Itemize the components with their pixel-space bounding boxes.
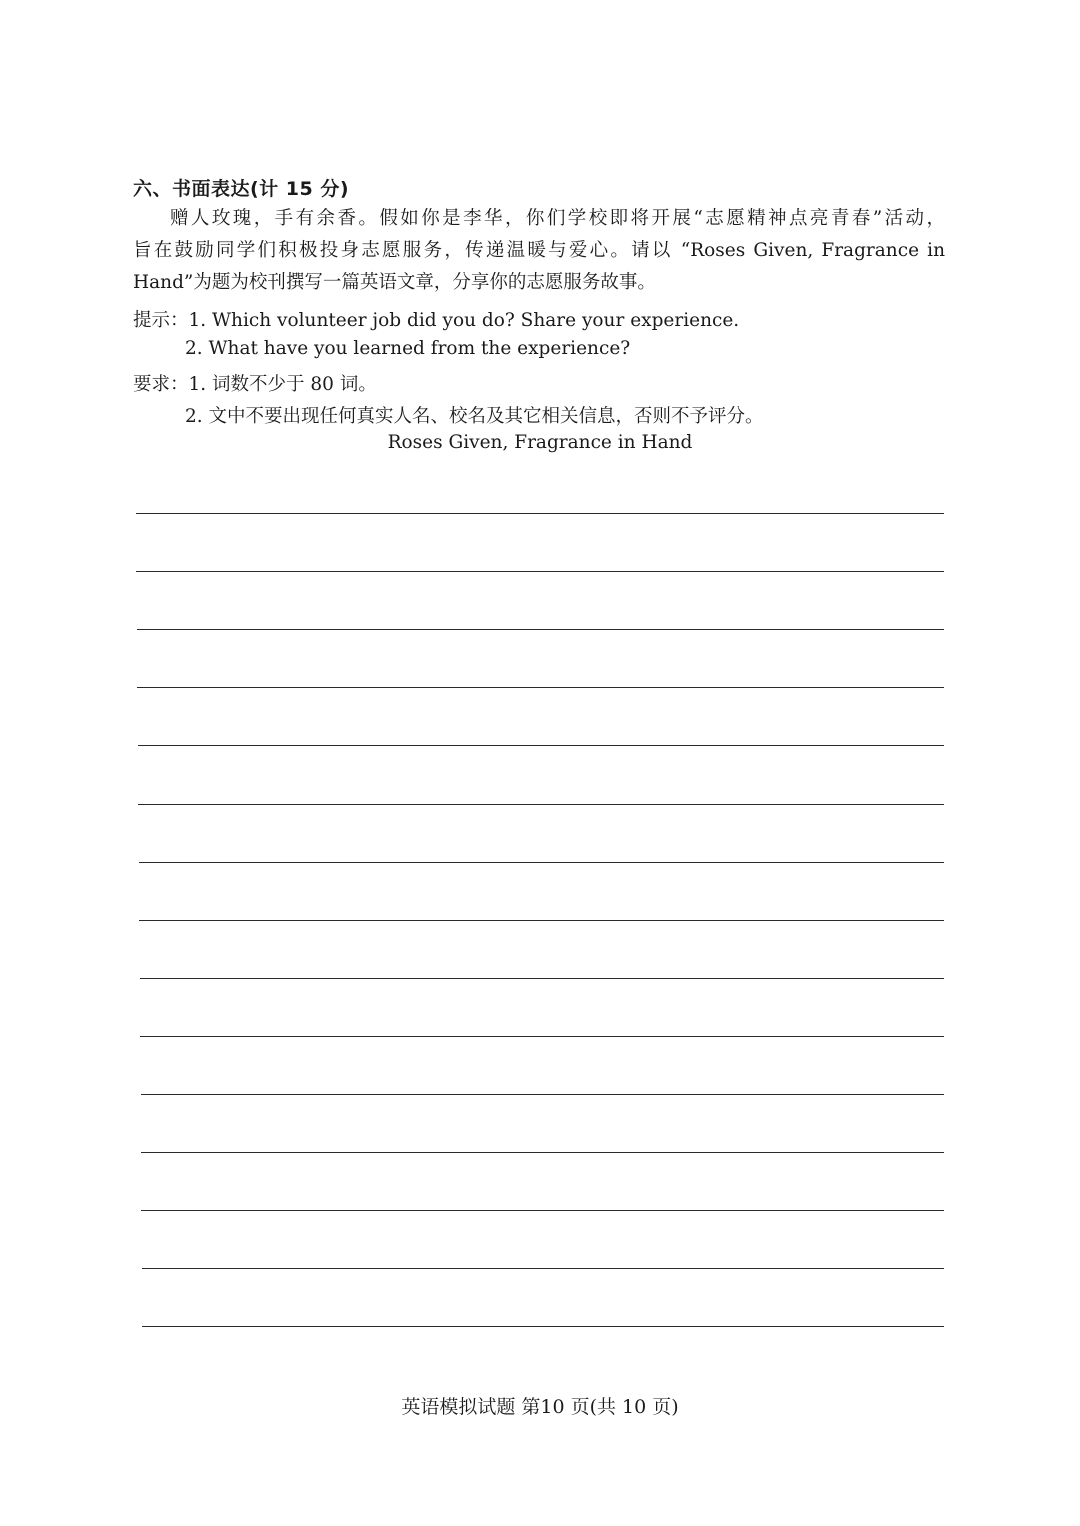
essay-title: Roses Given, Fragrance in Hand <box>387 432 693 453</box>
writing-line[interactable] <box>138 804 944 805</box>
answer-writing-area[interactable] <box>136 0 946 1526</box>
writing-line[interactable] <box>137 687 944 688</box>
writing-line[interactable] <box>141 1094 944 1095</box>
writing-line[interactable] <box>142 1268 944 1269</box>
writing-line[interactable] <box>140 1036 944 1037</box>
writing-line[interactable] <box>136 513 944 514</box>
writing-line[interactable] <box>136 571 944 572</box>
writing-line[interactable] <box>138 745 944 746</box>
section-title: 六、书面表达(计 15 分) <box>133 178 350 200</box>
prompt-line-3: Hand”为题为校刊撰写一篇英语文章，分享你的志愿服务故事。 <box>133 272 656 293</box>
writing-line[interactable] <box>141 1210 944 1211</box>
prompt-line-1: 赠人玫瑰，手有余香。假如你是李华，你们学校即将开展“志愿精神点亮青春”活动， <box>170 208 945 229</box>
writing-line[interactable] <box>139 862 944 863</box>
prompt-line-2: 旨在鼓励同学们积极投身志愿服务，传递温暖与爱心。请以 “Roses Given, Fragrance in <box>133 240 945 261</box>
hint-item-2: 2. What have you learned from the experience? <box>185 338 631 359</box>
writing-line[interactable] <box>140 978 944 979</box>
writing-line[interactable] <box>142 1326 944 1327</box>
hint-item-1: 提示：1. Which volunteer job did you do? Share your experience. <box>133 310 740 331</box>
writing-line[interactable] <box>139 920 944 921</box>
writing-line[interactable] <box>141 1152 944 1153</box>
page-footer: 英语模拟试题 第10 页(共 10 页) <box>401 1396 679 1418</box>
requirement-item-2: 2. 文中不要出现任何真实人名、校名及其它相关信息，否则不予评分。 <box>185 406 764 427</box>
requirement-item-1: 要求：1. 词数不少于 80 词。 <box>133 374 377 395</box>
writing-line[interactable] <box>137 629 944 630</box>
